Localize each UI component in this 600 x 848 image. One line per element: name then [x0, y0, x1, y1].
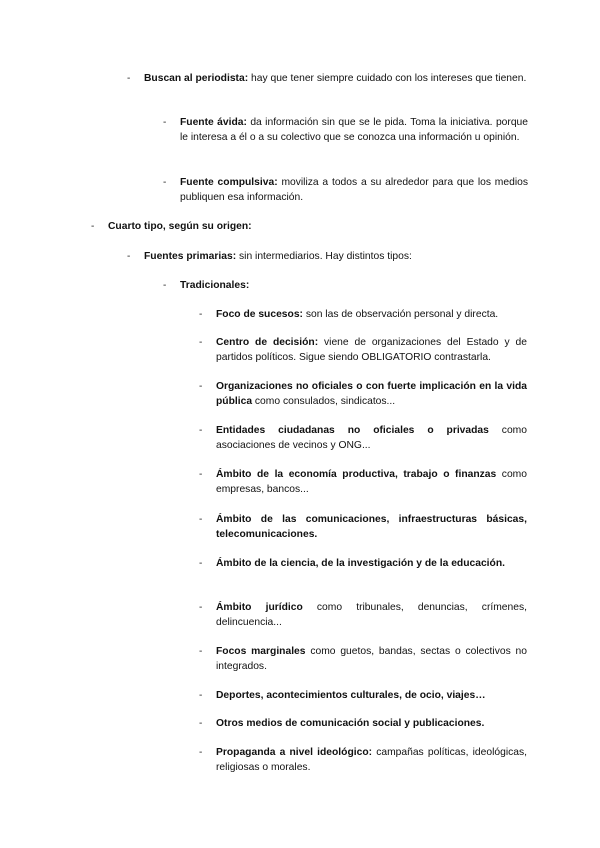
- bullet-dash: -: [163, 117, 167, 128]
- bullet-dash: -: [199, 425, 203, 436]
- list-item-text: [216, 600, 527, 630]
- item-heading: Ámbito de la economía productiva, trabajo o finanzas: [216, 469, 497, 480]
- bullet-dash: -: [163, 280, 167, 291]
- item-description: da información sin que se le pida. Toma la iniciativa. porque le interesa a él o a su colectivo que se conozca una información u opinión.: [180, 117, 529, 144]
- bullet-dash: -: [199, 718, 203, 729]
- list-item-text: [216, 307, 527, 322]
- item-description: como asociaciones de vecinos y ONG...: [216, 425, 527, 452]
- item-description: viene de organizaciones del Estado y de partidos políticos. Sigue siendo OBLIGATORIO contrastarla.: [216, 337, 527, 364]
- item-description: campañas políticas, ideológicas, religiosas o morales.: [216, 747, 527, 774]
- bullet-dash: -: [199, 469, 203, 480]
- list-item-text: [216, 335, 527, 365]
- item-description: como consulados, sindicatos...: [252, 396, 396, 408]
- item-heading: Otros medios de comunicación social y publicaciones.: [216, 718, 485, 729]
- list-item-text: [108, 219, 528, 234]
- item-heading: Entidades ciudadanas no oficiales o privadas: [216, 425, 489, 436]
- bullet-dash: -: [199, 381, 203, 392]
- bullet-dash: -: [199, 747, 203, 758]
- list-item-text: [216, 716, 527, 731]
- bullet-dash: -: [199, 337, 203, 348]
- item-heading: Fuente compulsiva:: [180, 177, 278, 188]
- item-description: moviliza a todos a su alrededor para que los medios publiquen esa información.: [180, 177, 528, 204]
- list-item-text: [216, 467, 527, 497]
- item-heading: Centro de decisión:: [216, 337, 319, 348]
- list-item-text: [180, 115, 528, 145]
- item-description: como guetos, bandas, sectas o colectivos no integrados.: [216, 646, 527, 673]
- item-heading: Propaganda a nivel ideológico:: [216, 747, 373, 758]
- list-item-text: [216, 556, 527, 571]
- bullet-dash: -: [199, 309, 203, 320]
- bullet-dash: -: [127, 73, 131, 84]
- item-heading: Tradicionales:: [180, 280, 250, 291]
- item-heading: Deportes, acontecimientos culturales, de ocio, viajes…: [216, 690, 486, 701]
- bullet-dash: -: [163, 177, 167, 188]
- bullet-dash: -: [127, 251, 131, 262]
- list-item-text: [180, 175, 528, 205]
- item-heading: Ámbito de las comunicaciones, infraestructuras básicas, telecomunicaciones.: [216, 514, 527, 541]
- item-heading: Fuentes primarias:: [144, 251, 237, 262]
- list-item-text: [180, 278, 528, 293]
- list-item-text: [216, 512, 527, 542]
- bullet-dash: -: [199, 602, 203, 613]
- list-item-text: [216, 379, 527, 409]
- item-heading: Buscan al periodista:: [144, 73, 249, 84]
- item-heading: Foco de sucesos:: [216, 309, 303, 320]
- item-heading: Focos marginales: [216, 646, 306, 657]
- item-description: como tribunales, denuncias, crímenes, delincuencia...: [216, 602, 527, 629]
- item-description: como empresas, bancos...: [216, 469, 527, 496]
- item-description: hay que tener siempre cuidado con los intereses que tienen.: [248, 73, 527, 84]
- bullet-dash: -: [91, 221, 95, 232]
- bullet-dash: -: [199, 558, 203, 569]
- item-description: son las de observación personal y directa.: [302, 309, 499, 320]
- list-item-text: [144, 249, 528, 264]
- item-heading: Ámbito de la ciencia, de la investigación y de la educación.: [216, 558, 505, 569]
- item-description: sin intermediarios. Hay distintos tipos:: [236, 251, 412, 262]
- list-item-text: [216, 745, 527, 775]
- bullet-dash: -: [199, 514, 203, 525]
- bullet-dash: -: [199, 690, 203, 701]
- item-heading: Ámbito jurídico: [216, 602, 303, 613]
- item-heading: Fuente ávida:: [180, 117, 247, 128]
- list-item-text: [216, 688, 527, 703]
- list-item-text: [144, 71, 528, 86]
- item-heading: Cuarto tipo, según su origen:: [108, 221, 252, 232]
- bullet-dash: -: [199, 646, 203, 657]
- list-item-text: [216, 644, 527, 674]
- list-item-text: [216, 423, 527, 453]
- item-heading: Organizaciones no oficiales o con fuerte implicación en la vida pública: [216, 381, 527, 408]
